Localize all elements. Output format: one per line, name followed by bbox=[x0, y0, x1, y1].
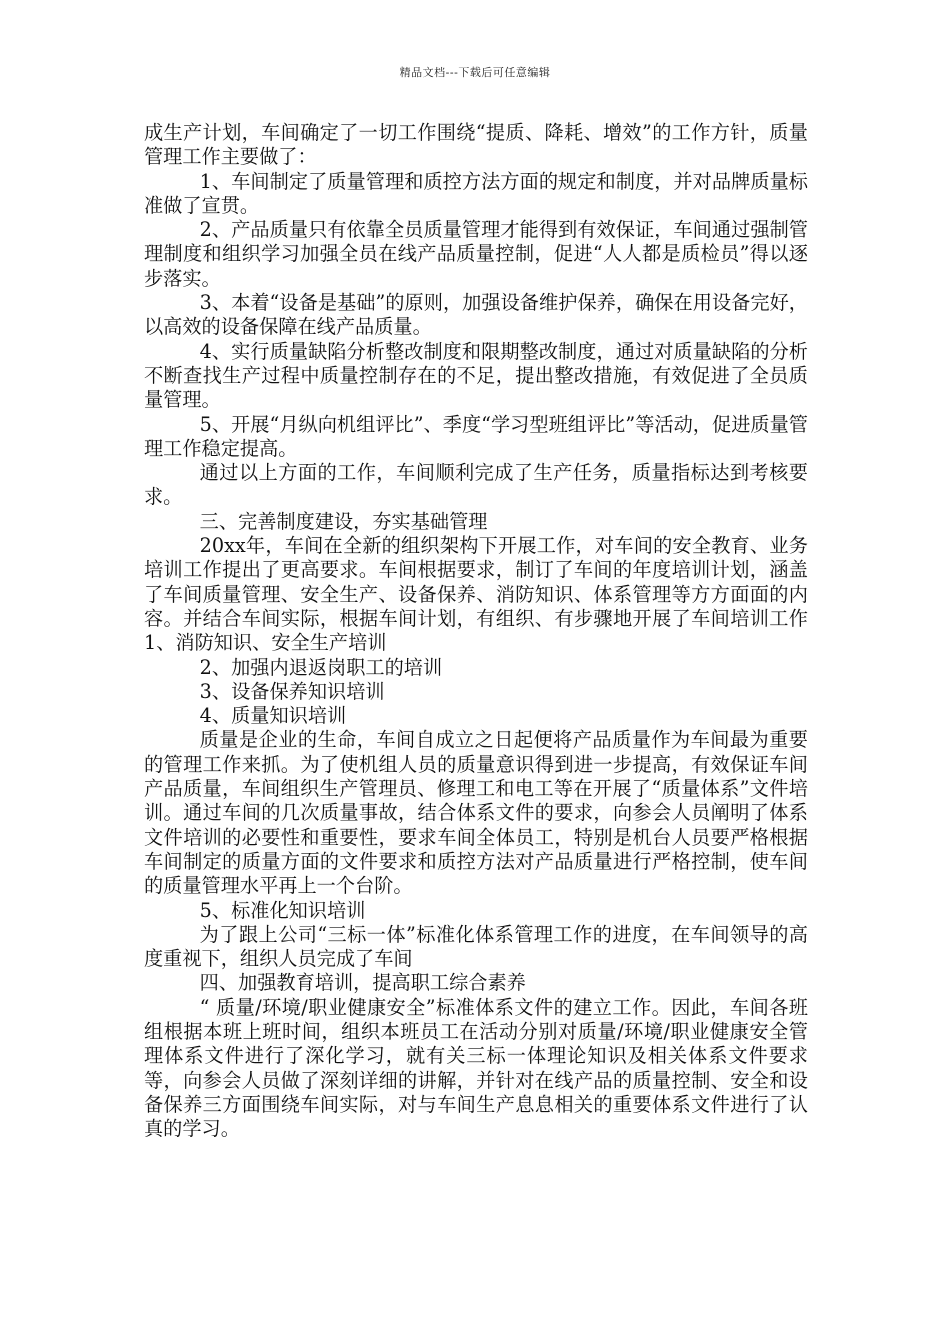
section-heading: 三、完善制度建设，夯实基础管理 bbox=[199, 509, 488, 533]
paragraph: 通过以上方面的工作，车间顺利完成了生产任务，质量指标达到考核要求。 bbox=[144, 461, 808, 509]
paragraph: 20xx年，车间在全新的组织架构下开展工作，对车间的安全教育、业务培训工作提出了更高要求。车间根据要求，制订了车间的年度培训计划，涵盖了车间质量管理、安全生产、设备保养、消防知识、体系管理等方方面面的内容。并结合车间实际，根据车间计划，有组织、有步骤地开展了车间培训工作 1、消防知识、安全生产培训 bbox=[144, 534, 808, 655]
paragraph: 5、开展“月纵向机组评比”、季度“学习型班组评比”等活动，促进质量管理工作稳定提高。 bbox=[144, 412, 808, 460]
list-item: 4、质量知识培训 bbox=[199, 704, 347, 728]
paragraph: 为了跟上公司“三标一体”标准化体系管理工作的进度，在车间领导的高度重视下，组织人员完成了车间 bbox=[144, 922, 808, 971]
paragraph: 成生产计划，车间确定了一切工作围绕“提质、降耗、增效”的工作方针，质量管理工作主要做了： bbox=[144, 121, 808, 169]
paragraph: 2、产品质量只有依靠全员质量管理才能得到有效保证，车间通过强制管理制度和组织学习加强全员在线产品质量控制，促进“人人都是质检员”得以逐步落实。 bbox=[144, 218, 808, 290]
page-header: 精品文档---下载后可任意编辑 bbox=[399, 66, 551, 79]
list-item: 3、设备保养知识培训 bbox=[199, 679, 385, 703]
paragraph: 1、车间制定了质量管理和质控方法方面的规定和制度，并对品牌质量标准做了宣贯。 bbox=[144, 169, 808, 217]
list-item: 2、加强内退返岗职工的培训 bbox=[199, 655, 443, 679]
section-heading: 四、加强教育培训，提高职工综合素养 bbox=[199, 971, 526, 995]
paragraph: 3、本着“设备是基础”的原则，加强设备维护保养，确保在用设备完好，以高效的设备保障在线产品质量。 bbox=[144, 291, 808, 339]
list-item: 5、标准化知识培训 bbox=[199, 898, 366, 922]
paragraph: 质量是企业的生命，车间自成立之日起便将产品质量作为车间最为重要的管理工作来抓。为了使机组人员的质量意识得到进一步提高，有效保证车间产品质量，车间组织生产管理员、修理工和电工等在开展了“质量体系”文件培训。通过车间的几次质量事故，结合体系文件的要求，向参会人员阐明了体系文件培训的必要性和重要性，要求车间全体员工，特别是机台人员要严格根据车间制定的质量方面的文件要求和质控方法对产品质量进行严格控制，使车间的质量管理水平再上一个台阶。 bbox=[144, 728, 808, 898]
paragraph: “ 质量/环境/职业健康安全”标准体系文件的建立工作。因此，车间各班组根据本班上班时间，组织本班员工在活动分别对质量/环境/职业健康安全管理体系文件进行了深化学习，就有关三标一体理论知识及相关体系文件要求等，向参会人员做了深刻详细的讲解，并针对在线产品的质量控制、安全和设备保养三方面围绕车间实际，对与车间生产息息相关的重要体系文件进行了认真的学习。 bbox=[144, 995, 808, 1141]
document-body bbox=[144, 121, 808, 1141]
paragraph: 4、实行质量缺陷分析整改制度和限期整改制度，通过对质量缺陷的分析不断查找生产过程中质量控制存在的不足，提出整改措施，有效促进了全员质量管理。 bbox=[144, 339, 808, 412]
